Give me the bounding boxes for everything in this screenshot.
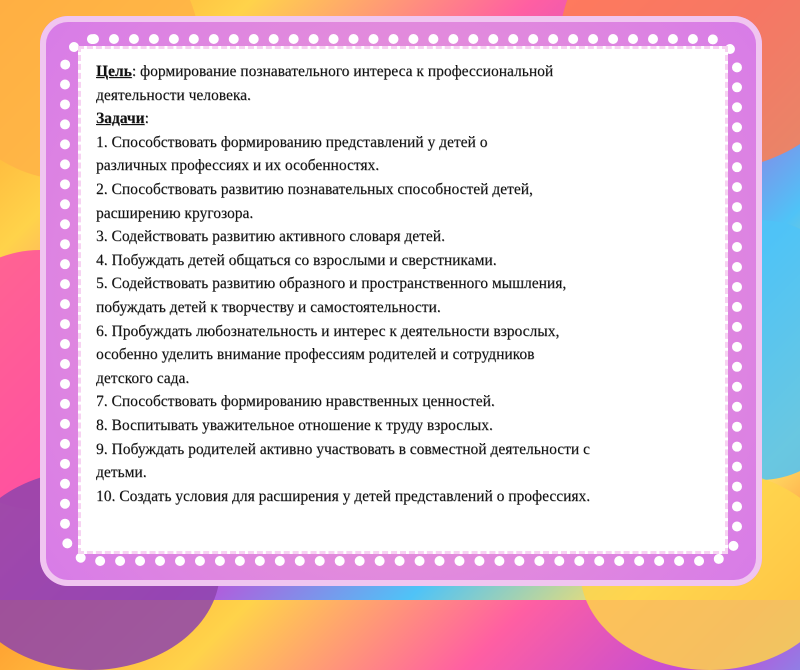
- tasks-colon: :: [144, 110, 149, 128]
- task-item: 7. Способствовать формированию нравственных ценностей.: [96, 393, 495, 411]
- task-item: 6. Пробуждать любознательность и интерес к деятельности взрослых, особенно уделить внимание профессиям родителей и сотрудников детского сада.: [96, 322, 560, 387]
- task-item: 4. Побуждать детей общаться со взрослыми и сверстниками.: [96, 251, 497, 269]
- tasks-heading: [96, 107, 736, 131]
- tasks-label: Задачи: [96, 110, 145, 128]
- goal-paragraph: [96, 60, 736, 107]
- task-item: 9. Побуждать родителей активно участвовать в совместной деятельности с детьми.: [96, 440, 590, 482]
- task-item: 3. Содействовать развитию активного словаря детей.: [96, 228, 445, 246]
- task-item: 1. Способствовать формированию представлений у детей о различных профессиях и их особенностях.: [96, 133, 488, 175]
- task-item: 2. Способствовать развитию познавательных способностей детей, расширению кругозора.: [96, 180, 533, 222]
- task-item: 5. Содействовать развитию образного и пространственного мышления, побуждать детей к творчеству и самостоятельности.: [96, 275, 567, 316]
- goal-label: Цель: [96, 63, 132, 80]
- goal-text: : формирование познавательного интереса к профессиональной деятельности человека.: [96, 63, 554, 104]
- slide-text: [96, 60, 736, 508]
- task-item: 8. Воспитывать уважительное отношение к труду взрослых.: [96, 416, 493, 434]
- task-item: 10. Создать условия для расширения у детей представлений о профессиях.: [96, 487, 591, 505]
